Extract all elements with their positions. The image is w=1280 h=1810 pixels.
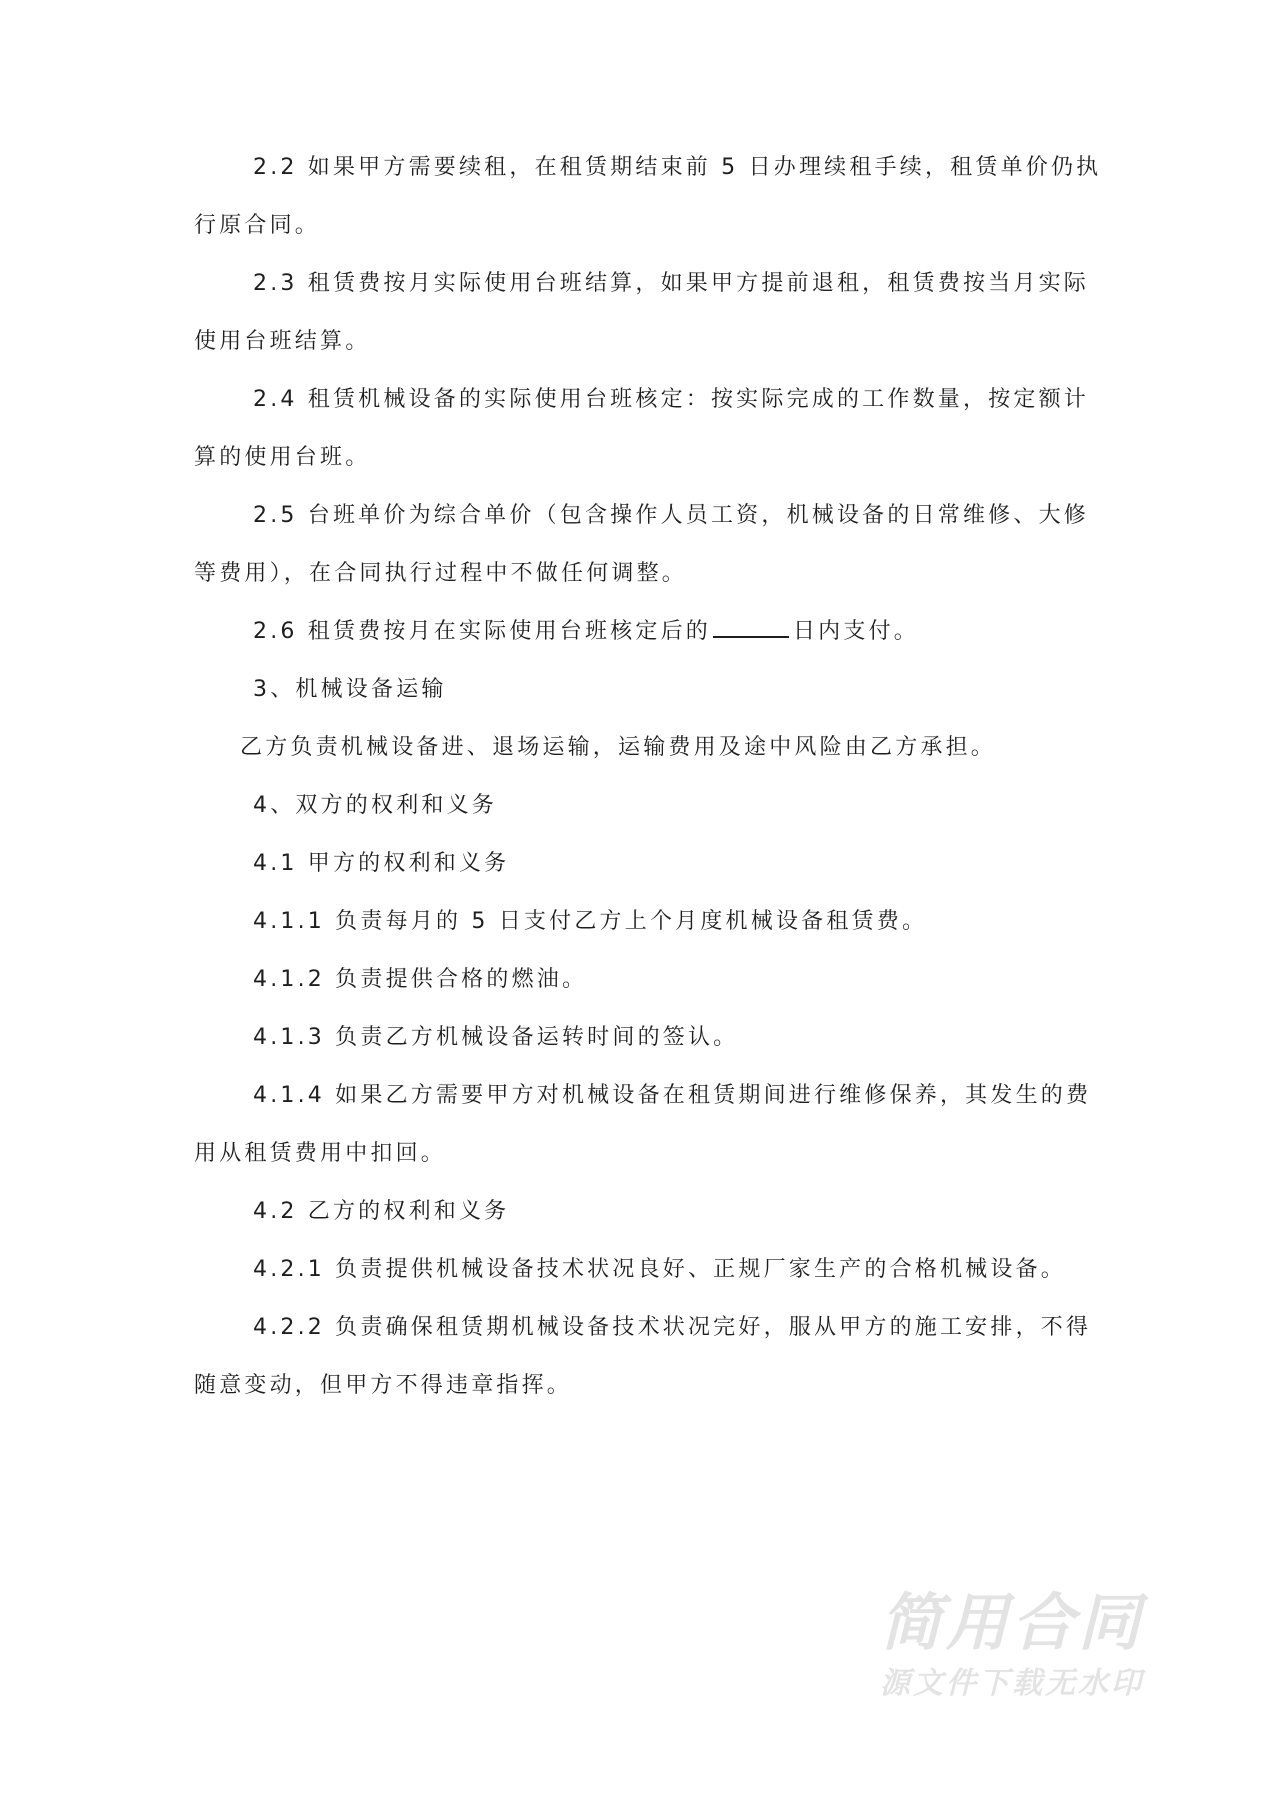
clause-4-1-4-line-2: 用从租赁费用中扣回。 xyxy=(194,1141,447,1166)
clause-2-3-line-1: 2.3 租赁费按月实际使用台班结算，如果甲方提前退租，租赁费按当月实际 xyxy=(253,271,1089,296)
clause-2-5-line-1: 2.5 台班单价为综合单价（包含操作人员工资，机械设备的日常维修、大修 xyxy=(253,503,1089,528)
clause-4-1-4-line-1: 4.1.4 如果乙方需要甲方对机械设备在租赁期间进行维修保养，其发生的费 xyxy=(253,1083,1092,1108)
clause-2-4-line-1: 2.4 租赁机械设备的实际使用台班核定：按实际完成的工作数量，按定额计 xyxy=(253,387,1089,412)
clause-2-6-text-before: 2.6 租赁费按月在实际使用台班核定后的 xyxy=(253,619,711,644)
section-3-body: 乙方负责机械设备进、退场运输，运输费用及途中风险由乙方承担。 xyxy=(240,735,997,760)
clause-4-2-1: 4.2.1 负责提供机械设备技术状况良好、正规厂家生产的合格机械设备。 xyxy=(253,1257,1066,1282)
watermark xyxy=(880,1588,1200,1702)
clause-4-1-3: 4.1.3 负责乙方机械设备运转时间的签认。 xyxy=(253,1025,739,1050)
payment-days-blank[interactable] xyxy=(713,612,789,638)
clause-2-6 xyxy=(253,612,919,652)
clause-2-5-line-2: 等费用），在合同执行过程中不做任何调整。 xyxy=(194,561,688,586)
clause-4-1-heading: 4.1 甲方的权利和义务 xyxy=(253,851,510,876)
section-4-heading: 4、双方的权利和义务 xyxy=(253,793,497,818)
clause-2-4-line-2: 算的使用台班。 xyxy=(194,445,371,470)
clause-2-3-line-2: 使用台班结算。 xyxy=(194,329,371,354)
section-3-heading: 3、机械设备运输 xyxy=(253,677,447,702)
clause-4-2-2-line-2: 随意变动，但甲方不得违章指挥。 xyxy=(194,1373,573,1398)
clause-2-2-line-2: 行原合同。 xyxy=(194,213,321,238)
watermark-title: 简用合同 xyxy=(880,1586,1145,1659)
clause-4-2-heading: 4.2 乙方的权利和义务 xyxy=(253,1199,510,1224)
clause-4-2-2-line-1: 4.2.2 负责确保租赁期机械设备技术状况完好，服从甲方的施工安排，不得 xyxy=(253,1315,1092,1340)
watermark-subtitle: 源文件下载无水印 xyxy=(880,1666,1144,1701)
clause-4-1-1: 4.1.1 负责每月的 5 日支付乙方上个月度机械设备租赁费。 xyxy=(253,909,928,934)
clause-2-2-line-1: 2.2 如果甲方需要续租，在租赁期结束前 5 日办理续租手续，租赁单价仍执 xyxy=(253,155,1102,180)
clause-4-1-2: 4.1.2 负责提供合格的燃油。 xyxy=(253,967,588,992)
clause-2-6-text-after: 日内支付。 xyxy=(792,619,919,644)
